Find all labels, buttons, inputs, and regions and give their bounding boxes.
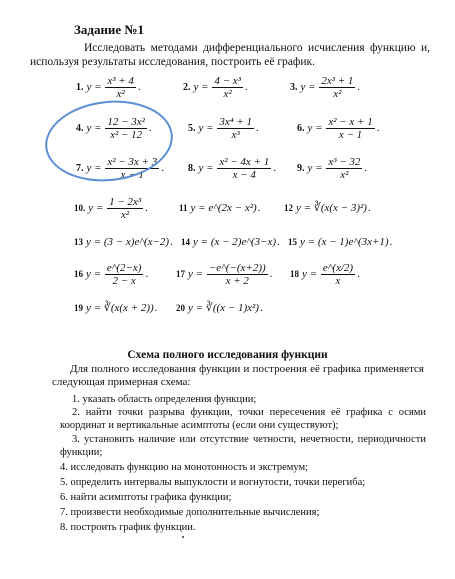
scheme-step-4: 4. исследовать функцию на монотонность и экстремум;: [60, 462, 309, 473]
function-9: 9. y = $\frac{\text{x³ − 32}}{\text{x²}}$ .: [297, 156, 368, 181]
function-2: 2. y = $\frac{\text{4 − x³}}{\text{x²}}$ .: [183, 75, 248, 100]
function-20: 20 y = ∛((x − 1)x²).: [176, 302, 263, 314]
function-14: 14 y = (x − 2)e^(3−x).: [181, 236, 280, 248]
assignment-intro: Исследовать методами дифференциального исчисления функцию и, используя результаты исследования, построить её график.: [30, 42, 430, 68]
function-15: 15 y = (x − 1)e^(3x+1).: [288, 236, 393, 248]
function-3: 3. y = $\frac{\text{2x³ + 1}}{\text{x²}}$ .: [290, 75, 361, 100]
scheme-step-7: 7. произвести необходимые дополнительные вычисления;: [60, 507, 320, 518]
function-17: 17 y = $\frac{-e\^{}(-(x+2))}{x + 2}$ .: [176, 262, 273, 287]
stray-dot: [182, 536, 184, 538]
function-4: 4. y = $\frac{\text{12 − 3x²}}{\text{x² − 12}}$ .: [76, 116, 152, 141]
function-10: 10. y = $\frac{\text{1 − 2x³}}{\text{x²}}$ .: [74, 196, 148, 221]
function-8: 8. y = $\frac{\text{x² − 4x + 1}}{x - 4}$ .: [188, 156, 276, 181]
function-6: 6. y = $\frac{\text{x² − x + 1}}{x - 1}$ .: [297, 116, 380, 141]
function-12: 12 y = ∛(x(x − 3)²).: [284, 202, 371, 214]
scheme-intro: Для полного исследования функции и построения её графика применяется следующая примерная схема:: [52, 363, 424, 388]
function-1: 1. y = $\frac{\text{x³ + 4}}{\text{x²}}$ .: [76, 75, 141, 100]
function-18: 18 y = $\frac{e\^{}(x/2)}{x}$ .: [290, 262, 360, 287]
assignment-title: Задание №1: [74, 22, 145, 37]
function-16: 16 y = $\frac{e\^{}(2-x)}{2 - x}$ .: [74, 262, 149, 287]
scheme-title: Схема полного исследования функции: [127, 349, 328, 361]
scheme-step-2: 2. найти точки разрыва функции, точки пересечения её графика с осями координат и вертикальные асимптоты (если они существуют);: [60, 407, 426, 431]
scheme-step-1: 1. указать область определения функции;: [72, 394, 257, 405]
scheme-step-5: 5. определить интервалы выпуклости и вогнутости, точки перегиба;: [60, 477, 366, 488]
scheme-step-3: 3. установить наличие или отсутствие четности, нечетности, периодичности функции;: [60, 434, 426, 458]
function-11: 11 y = e^(2x − x²).: [179, 202, 261, 214]
scheme-step-8: 8. построить график функции.: [60, 522, 196, 533]
function-7: 7. y = $\frac{\text{x² − 3x + 3}}{x - 1}$ .: [76, 156, 164, 181]
function-5: 5. y = $\frac{\text{3x⁴ + 1}}{\text{x³}}$ .: [188, 116, 259, 141]
scheme-step-6: 6. найти асимптоты графика функции;: [60, 492, 232, 503]
function-19: 19 y = ∛(x(x + 2)).: [74, 302, 158, 314]
function-13: 13 y = (3 − x)e^(x−2).: [74, 236, 173, 248]
